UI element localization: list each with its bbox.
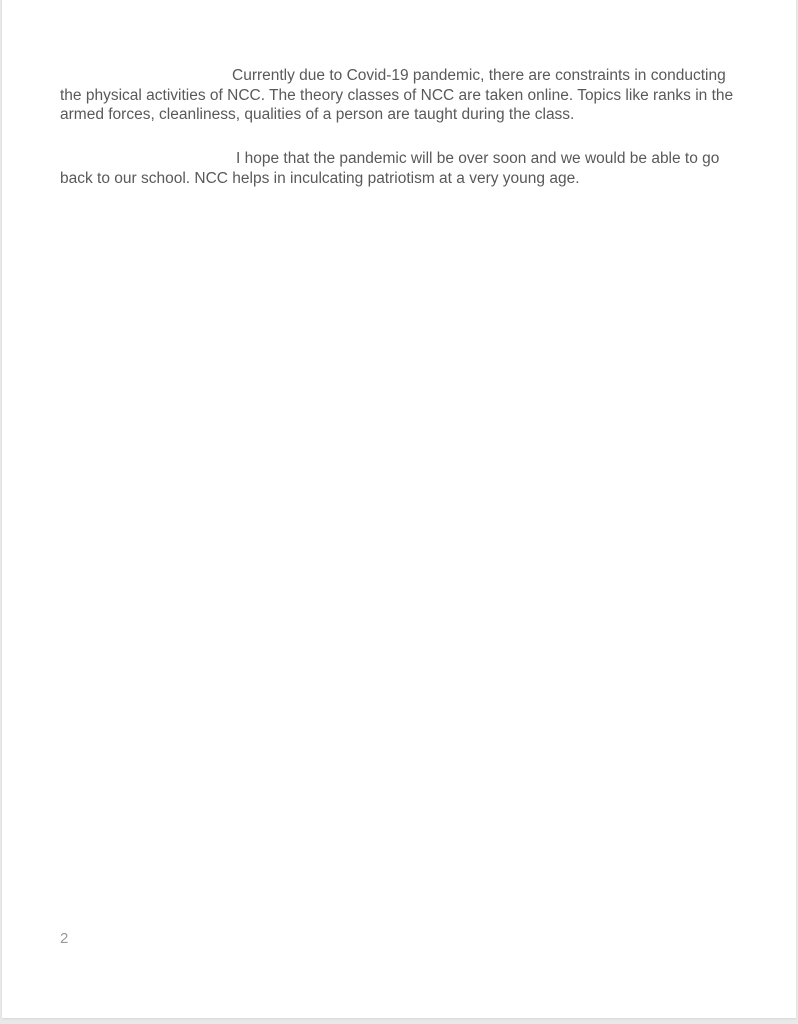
paragraph-line: Currently due to Covid-19 pandemic, there are constraints in conducting bbox=[232, 67, 726, 84]
page-number: 2 bbox=[60, 930, 69, 947]
paragraph-line: armed forces, cleanliness, qualities of a person are taught during the class. bbox=[60, 106, 575, 123]
paragraph-line: back to our school. NCC helps in inculcating patriotism at a very young age. bbox=[60, 169, 580, 187]
paragraph-line: I hope that the pandemic will be over soon and we would be able to go bbox=[236, 150, 720, 167]
paragraph-covid-constraints bbox=[60, 66, 750, 125]
document-page bbox=[2, 0, 796, 1018]
paragraph-line: the physical activities of NCC. The theory classes of NCC are taken online. Topics like ranks in the bbox=[60, 86, 734, 104]
paragraph-hope-return bbox=[60, 149, 750, 188]
